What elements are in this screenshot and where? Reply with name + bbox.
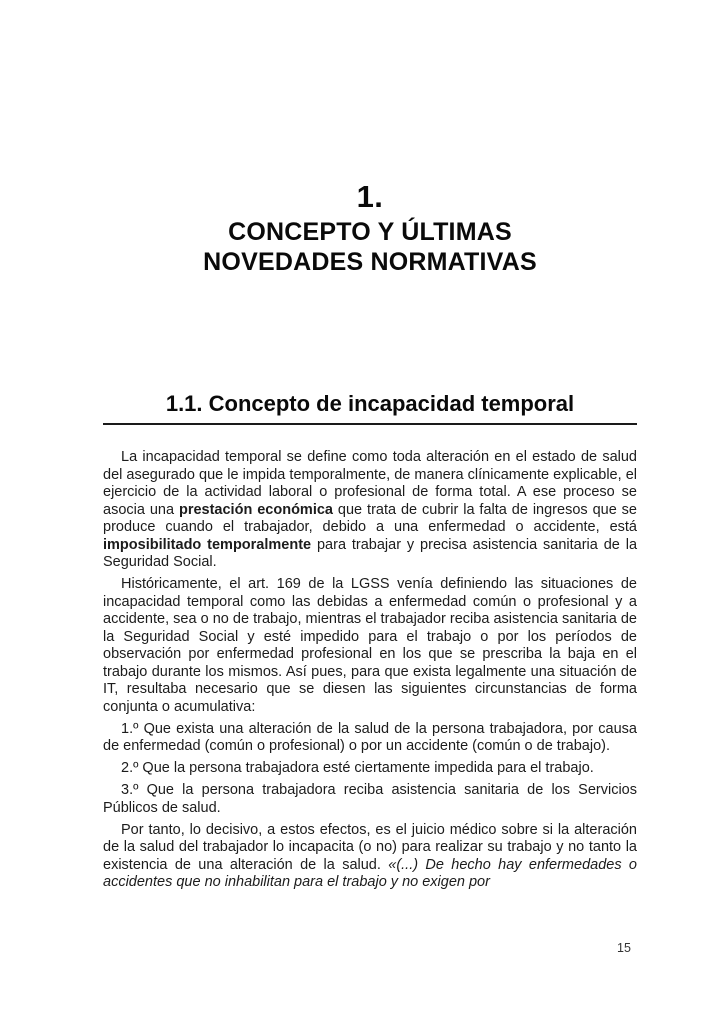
chapter-title bbox=[103, 217, 637, 277]
text-segment: Por tanto, lo decisivo, a estos efectos, es el juicio médico sobre si la alteración de la salud del trabajador lo incapacita (o no) para realizar su trabajo y no tanto la existencia de una alteración de la salud. bbox=[103, 821, 637, 873]
chapter-title-line-2: NOVEDADES NORMATIVAS bbox=[203, 248, 537, 276]
page-content bbox=[103, 0, 637, 892]
list-item-1 bbox=[103, 721, 637, 756]
text-segment-bold: imposibilitado temporalmente bbox=[103, 536, 312, 553]
paragraph-conclusion bbox=[103, 822, 637, 892]
chapter-title-line-1: CONCEPTO Y ÚLTIMAS bbox=[228, 218, 512, 246]
section-divider-rule bbox=[103, 423, 637, 425]
text-segment: 2.º Que la persona trabajadora esté ciertamente impedida para el trabajo. bbox=[121, 760, 594, 776]
list-item-3 bbox=[103, 782, 637, 817]
text-segment: 3.º Que la persona trabajadora reciba asistencia sanitaria de los Servicios Públicos de salud. bbox=[103, 782, 637, 816]
paragraph-definition bbox=[103, 449, 637, 572]
text-segment: 1.º Que exista una alteración de la salud de la persona trabajadora, por causa de enfermedad (común o profesional) o por un accidente (común o de trabajo). bbox=[103, 720, 637, 754]
page-number: 15 bbox=[617, 941, 631, 955]
paragraph-historical bbox=[103, 576, 637, 716]
text-segment: para trabajar y precisa asistencia sanitaria de la Seguridad Social. bbox=[103, 536, 638, 570]
text-segment: que trata de cubrir la falta de ingresos que se produce cuando el trabajador, debido a una enfermedad o accidente, está bbox=[103, 501, 637, 535]
text-segment-bold: prestación económica bbox=[178, 501, 333, 518]
body-text bbox=[103, 449, 637, 892]
text-segment: La incapacidad temporal se define como toda alteración en el estado de salud del asegurado que le impida temporalmente, de manera clínicamente explicable, el ejercicio de la actividad laboral o profesional de forma total. A ese proceso se asocia una bbox=[103, 449, 637, 518]
section-heading: 1.1. Concepto de incapacidad temporal bbox=[165, 391, 575, 416]
chapter-number: 1. bbox=[356, 179, 384, 214]
text-segment-italic: «(...) De hecho hay enfermedades o accidentes que no inhabilitan para el trabajo y no exigen por bbox=[103, 856, 637, 890]
text-segment: Históricamente, el art. 169 de la LGSS venía definiendo las situaciones de incapacidad temporal como las debidas a enfermedad común o profesional y a accidente, sea o no de trabajo, mientras el trabajador reciba asistencia sanitaria de la Seguridad Social y esté impedido para el trabajo o por los períodos de observación por enfermedad profesional en los que se prescriba la baja en el trabajo durante los mismos. Así pues, para que exista legalmente una situación de IT, resultaba necesario que se diesen las siguientes circunstancias de forma conjunta o acumulativa: bbox=[103, 576, 637, 715]
list-item-2 bbox=[103, 760, 637, 778]
